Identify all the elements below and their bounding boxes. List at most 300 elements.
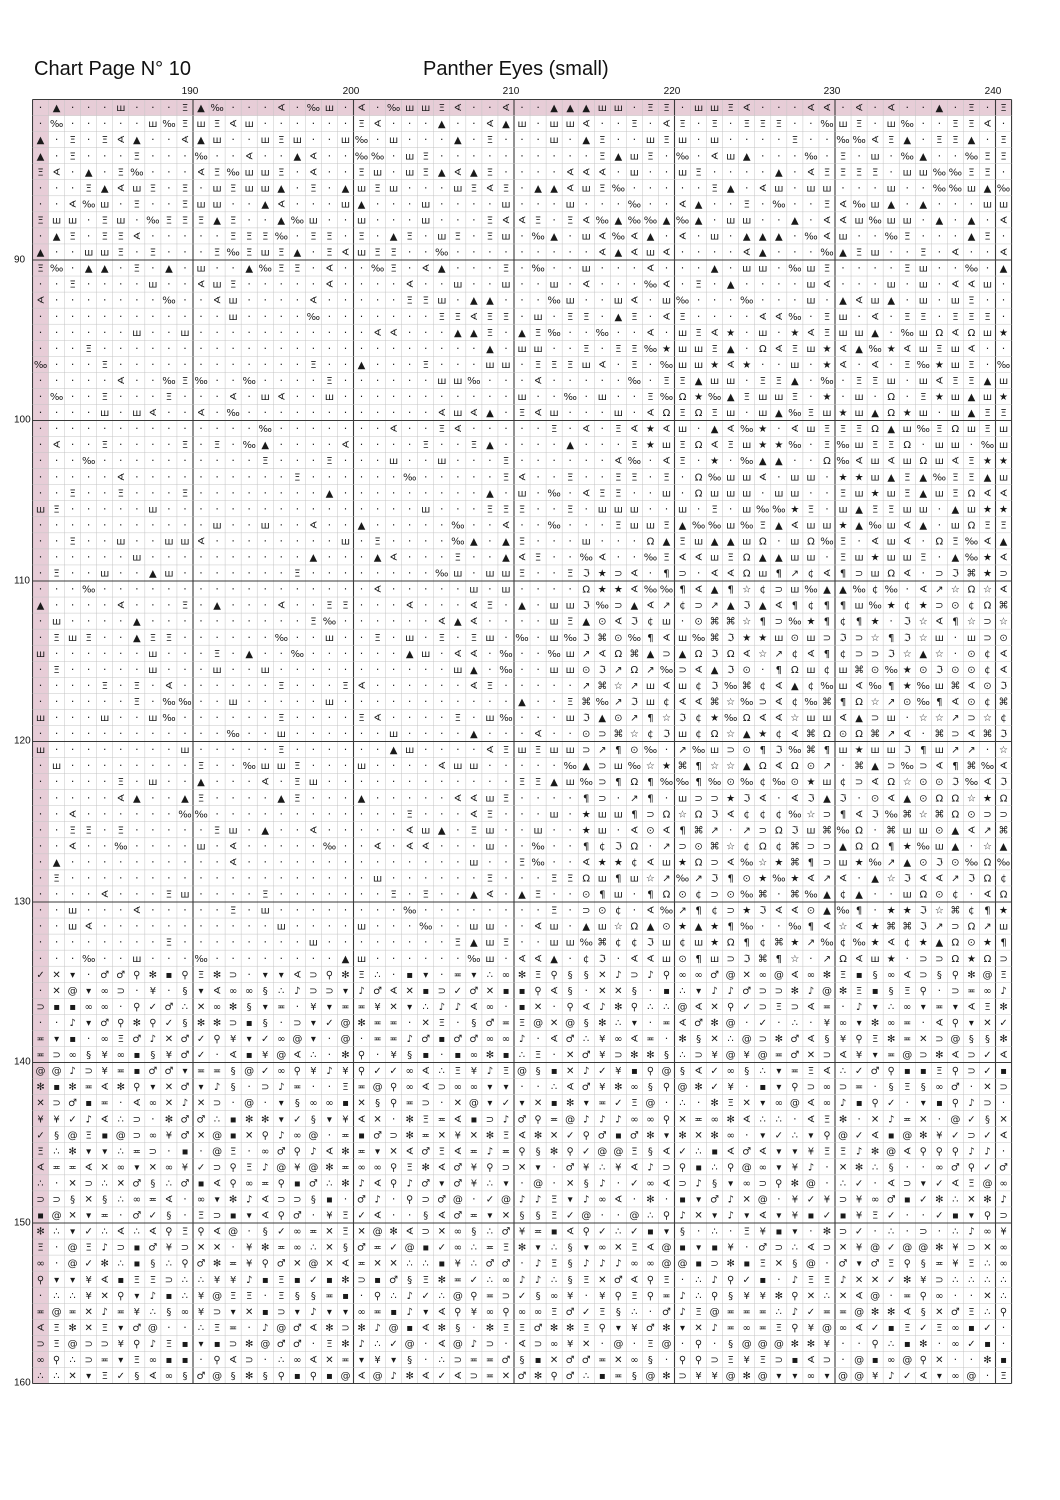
stitch-symbol: ▾ xyxy=(744,1210,750,1222)
stitch-symbol: ш xyxy=(613,889,623,901)
stitch-symbol: · xyxy=(841,261,845,275)
stitch-symbol: · xyxy=(38,277,43,291)
stitch-symbol: ★ xyxy=(694,392,704,404)
stitch-symbol: · xyxy=(504,325,508,339)
stitch-symbol: · xyxy=(536,694,540,708)
stitch-symbol: ∢ xyxy=(806,1242,816,1254)
stitch-symbol: ∢ xyxy=(822,279,832,291)
stitch-symbol: · xyxy=(584,293,588,307)
stitch-symbol: · xyxy=(472,117,476,131)
stitch-symbol: ‰ xyxy=(402,472,417,484)
stitch-symbol: · xyxy=(472,197,476,211)
stitch-symbol: ⊃ xyxy=(228,1338,238,1350)
stitch-symbol: ✻ xyxy=(790,1338,800,1350)
stitch-symbol: ✕ xyxy=(533,1001,543,1013)
stitch-symbol: · xyxy=(407,309,412,323)
stitch-symbol: · xyxy=(151,614,155,628)
stitch-symbol: ∞ xyxy=(100,985,109,997)
stitch-symbol: Ξ xyxy=(534,1050,542,1062)
stitch-symbol: · xyxy=(456,213,460,227)
stitch-symbol: ✓ xyxy=(886,1210,896,1222)
stitch-symbol: ▪ xyxy=(229,1130,237,1142)
stitch-symbol: § xyxy=(70,1194,76,1206)
stitch-symbol: ♂ xyxy=(533,1322,543,1334)
stitch-symbol: · xyxy=(937,1224,942,1238)
stitch-symbol: ♂ xyxy=(132,1178,142,1190)
stitch-symbol: ▾ xyxy=(326,1114,332,1126)
stitch-symbol: Ξ xyxy=(390,263,397,275)
stitch-symbol: · xyxy=(504,759,508,773)
stitch-symbol: · xyxy=(167,165,171,179)
stitch-symbol: ‰ xyxy=(306,311,321,323)
stitch-symbol: § xyxy=(407,1355,413,1367)
stitch-symbol: · xyxy=(456,887,460,901)
stitch-symbol: Ξ xyxy=(855,375,863,387)
stitch-symbol: ∢ xyxy=(983,119,992,131)
stitch-symbol: · xyxy=(472,213,476,227)
stitch-symbol: ▲ xyxy=(710,263,719,275)
stitch-symbol: ⊃ xyxy=(726,905,735,917)
stitch-symbol: ‰ xyxy=(146,215,160,227)
stitch-symbol: ¢ xyxy=(615,905,622,917)
stitch-symbol: Ξ xyxy=(454,311,461,323)
stitch-symbol: ★ xyxy=(581,809,591,821)
stitch-symbol: ∢ xyxy=(132,231,142,243)
stitch-symbol: Ξ xyxy=(470,183,478,195)
stitch-symbol: @ xyxy=(276,1050,287,1062)
stitch-symbol: § xyxy=(744,1066,750,1078)
stitch-symbol: ⊃ xyxy=(678,664,687,676)
stitch-symbol: Ξ xyxy=(599,488,606,500)
stitch-symbol: ▲ xyxy=(437,167,446,179)
stitch-symbol: ✻ xyxy=(357,1322,366,1334)
stitch-symbol: · xyxy=(215,630,219,644)
stitch-symbol: ▾ xyxy=(262,1001,268,1013)
stitch-symbol: ⚲ xyxy=(951,1146,960,1158)
stitch-symbol: · xyxy=(38,807,43,821)
stitch-symbol: · xyxy=(279,566,284,580)
stitch-symbol: ∢ xyxy=(373,327,382,339)
stitch-symbol: · xyxy=(151,309,155,323)
stitch-symbol: · xyxy=(167,662,171,676)
stitch-symbol: ⚲ xyxy=(325,969,334,981)
stitch-symbol: ⊃ xyxy=(806,1082,816,1094)
stitch-symbol: · xyxy=(86,598,91,612)
stitch-symbol: · xyxy=(937,149,942,163)
stitch-symbol: · xyxy=(151,598,155,612)
stitch-symbol: · xyxy=(311,919,316,933)
stitch-symbol: · xyxy=(423,614,428,628)
stitch-symbol: ✓ xyxy=(389,1242,398,1254)
stitch-symbol: ▲ xyxy=(871,408,879,420)
stitch-symbol: ▲ xyxy=(967,392,976,404)
stitch-symbol: · xyxy=(744,325,749,339)
stitch-symbol: @ xyxy=(212,1290,223,1302)
stitch-symbol: · xyxy=(151,1112,155,1126)
stitch-symbol: ℑ xyxy=(919,905,927,917)
stitch-symbol: ∢ xyxy=(854,921,864,933)
stitch-symbol: ✕ xyxy=(614,1242,623,1254)
stitch-symbol: ⊃ xyxy=(309,969,318,981)
stitch-symbol: · xyxy=(183,951,187,965)
stitch-symbol: · xyxy=(921,101,926,115)
stitch-symbol: ‰ xyxy=(964,151,979,163)
stitch-symbol: · xyxy=(1001,1096,1006,1110)
stitch-symbol: · xyxy=(375,470,380,484)
stitch-symbol: · xyxy=(343,341,348,355)
stitch-symbol: ♪ xyxy=(615,1258,622,1270)
stitch-symbol: Ω xyxy=(887,777,896,789)
stitch-symbol: ∢ xyxy=(870,1130,880,1142)
stitch-symbol: ш xyxy=(710,375,720,387)
stitch-symbol: · xyxy=(231,871,235,885)
stitch-symbol: ∢ xyxy=(726,359,735,371)
stitch-symbol: ⊃ xyxy=(838,1082,848,1094)
stitch-symbol: · xyxy=(407,550,412,564)
stitch-symbol: ✓ xyxy=(983,1162,992,1174)
stitch-symbol: · xyxy=(985,101,990,115)
stitch-symbol: · xyxy=(1001,229,1006,243)
stitch-symbol: ∞ xyxy=(293,1130,302,1142)
stitch-symbol: ¢ xyxy=(807,568,815,580)
stitch-symbol: · xyxy=(407,678,412,692)
stitch-symbol: · xyxy=(809,1224,813,1238)
stitch-symbol: @ xyxy=(468,1098,479,1110)
stitch-symbol: § xyxy=(519,1355,525,1367)
stitch-symbol: ∢ xyxy=(758,713,767,725)
stitch-symbol: ¥ xyxy=(807,1146,815,1158)
stitch-symbol: · xyxy=(568,373,572,387)
stitch-symbol: · xyxy=(761,293,765,307)
stitch-symbol: ♪ xyxy=(791,1274,799,1286)
stitch-symbol: ∢ xyxy=(565,1082,575,1094)
stitch-symbol: · xyxy=(263,470,267,484)
stitch-symbol: ✓ xyxy=(517,1290,527,1302)
stitch-symbol: ✕ xyxy=(373,1114,382,1126)
stitch-symbol: · xyxy=(921,1015,926,1029)
stitch-symbol: Ω xyxy=(983,600,992,612)
stitch-symbol: ✻ xyxy=(646,1194,655,1206)
stitch-symbol: ♪ xyxy=(727,1194,734,1206)
stitch-symbol: ¶ xyxy=(695,761,702,773)
stitch-symbol: ш xyxy=(68,905,78,917)
stitch-symbol: · xyxy=(761,101,765,115)
stitch-symbol: · xyxy=(247,951,251,965)
stitch-symbol: ∴ xyxy=(759,1066,766,1078)
stitch-symbol: · xyxy=(295,181,300,195)
stitch-symbol: · xyxy=(231,807,235,821)
stitch-symbol: · xyxy=(407,422,412,436)
stitch-symbol: ∞ xyxy=(935,1082,944,1094)
stitch-symbol: ∴ xyxy=(518,1050,526,1062)
stitch-symbol: ▪ xyxy=(518,1001,526,1013)
stitch-symbol: · xyxy=(263,325,267,339)
stitch-symbol: ¥ xyxy=(342,1066,349,1078)
stitch-symbol: ✻ xyxy=(437,1322,446,1334)
stitch-symbol: ☆ xyxy=(918,809,928,821)
stitch-symbol: · xyxy=(183,566,187,580)
stitch-symbol: ≖ xyxy=(36,1306,45,1318)
stitch-symbol: ✕ xyxy=(244,1306,254,1318)
stitch-symbol: ≖ xyxy=(341,1355,350,1367)
stitch-symbol: ш xyxy=(934,841,944,853)
stitch-symbol: ∢ xyxy=(886,103,896,115)
stitch-symbol: ⊃ xyxy=(678,1178,687,1190)
stitch-symbol: ∢ xyxy=(742,648,751,660)
stitch-symbol: ☆ xyxy=(726,761,736,773)
stitch-symbol: ¥ xyxy=(229,1274,237,1286)
stitch-symbol: · xyxy=(423,630,428,644)
stitch-symbol: · xyxy=(311,791,316,805)
stitch-symbol: Ξ xyxy=(310,183,317,195)
stitch-symbol: @ xyxy=(629,1210,640,1222)
stitch-symbol: · xyxy=(199,438,203,452)
stitch-symbol: ▪ xyxy=(759,1082,767,1094)
stitch-symbol: · xyxy=(407,518,412,532)
stitch-symbol: § xyxy=(519,1210,525,1222)
stitch-symbol: ↗ xyxy=(710,600,719,612)
stitch-symbol: ш xyxy=(405,151,415,163)
stitch-symbol: · xyxy=(247,1144,251,1158)
stitch-symbol: · xyxy=(873,229,877,243)
stitch-symbol: · xyxy=(728,245,733,259)
stitch-symbol: Ξ xyxy=(85,183,92,195)
stitch-symbol: ♂ xyxy=(999,1162,1009,1174)
stitch-symbol: ☆ xyxy=(726,696,736,708)
stitch-symbol: ∞ xyxy=(469,1050,479,1062)
stitch-symbol: · xyxy=(809,454,813,468)
stitch-symbol: § xyxy=(166,1210,172,1222)
stitch-symbol: · xyxy=(167,406,171,420)
stitch-symbol: · xyxy=(664,261,669,275)
stitch-symbol: · xyxy=(279,502,284,516)
stitch-symbol: ⚲ xyxy=(277,1178,285,1190)
stitch-symbol: ▲ xyxy=(470,729,478,741)
stitch-symbol: · xyxy=(311,646,316,660)
stitch-symbol: ✓ xyxy=(854,1130,864,1142)
stitch-symbol: Ω xyxy=(871,424,879,436)
stitch-symbol: · xyxy=(343,550,348,564)
stitch-symbol: ∢ xyxy=(212,1226,222,1238)
stitch-symbol: · xyxy=(456,871,460,885)
stitch-symbol: · xyxy=(215,903,219,917)
stitch-symbol: ш xyxy=(453,761,463,773)
stitch-symbol: ¥ xyxy=(599,1290,606,1302)
stitch-symbol: § xyxy=(984,1034,990,1046)
stitch-symbol: ¶ xyxy=(823,600,831,612)
stitch-symbol: ∢ xyxy=(726,568,735,580)
stitch-symbol: · xyxy=(38,373,43,387)
stitch-symbol: · xyxy=(247,341,251,355)
stitch-symbol: · xyxy=(167,807,171,821)
stitch-symbol: ∴ xyxy=(53,1290,60,1302)
stitch-symbol: ш xyxy=(180,889,190,901)
stitch-symbol: Ξ xyxy=(631,472,638,484)
stitch-symbol: ∢ xyxy=(421,1371,430,1383)
stitch-symbol: ∢ xyxy=(662,1146,671,1158)
stitch-symbol: · xyxy=(311,534,316,548)
stitch-symbol: · xyxy=(520,935,524,949)
stitch-symbol: ш xyxy=(998,472,1009,484)
stitch-symbol: Ξ xyxy=(534,969,542,981)
stitch-symbol: · xyxy=(391,935,396,949)
stitch-symbol: ✕ xyxy=(774,1258,784,1270)
stitch-symbol: · xyxy=(407,935,412,949)
stitch-symbol: ∢ xyxy=(501,215,511,227)
stitch-symbol: ♂ xyxy=(565,1371,575,1383)
stitch-symbol: ▾ xyxy=(182,1066,188,1078)
stitch-symbol: · xyxy=(391,406,396,420)
stitch-symbol: · xyxy=(215,309,219,323)
stitch-symbol: · xyxy=(488,582,492,596)
stitch-symbol: ‰ xyxy=(81,953,96,965)
stitch-symbol: · xyxy=(119,197,123,211)
stitch-symbol: ↗ xyxy=(630,680,639,692)
stitch-symbol: ☆ xyxy=(710,761,720,773)
stitch-symbol: ⚲ xyxy=(357,1050,366,1062)
stitch-symbol: · xyxy=(391,711,396,725)
stitch-symbol: · xyxy=(167,149,171,163)
stitch-symbol: · xyxy=(456,727,460,741)
stitch-symbol: · xyxy=(247,406,251,420)
stitch-symbol: ✻ xyxy=(405,1114,414,1126)
stitch-symbol: ⊃ xyxy=(822,809,832,821)
stitch-symbol: · xyxy=(343,582,348,596)
stitch-symbol: · xyxy=(552,887,556,901)
stitch-symbol: · xyxy=(135,759,139,773)
stitch-symbol: · xyxy=(375,277,380,291)
stitch-symbol: ≖ xyxy=(36,1050,45,1062)
stitch-symbol: ♪ xyxy=(727,985,734,997)
stitch-symbol: ▾ xyxy=(262,969,268,981)
stitch-symbol: ▲ xyxy=(951,841,960,853)
stitch-symbol: · xyxy=(841,101,845,115)
stitch-symbol: · xyxy=(472,871,476,885)
stitch-symbol: ▲ xyxy=(518,327,526,339)
stitch-symbol: ♂ xyxy=(100,1017,110,1029)
stitch-symbol: ✻ xyxy=(886,1034,896,1046)
stitch-symbol: Ξ xyxy=(454,713,461,725)
stitch-symbol: Ξ xyxy=(855,247,863,259)
stitch-symbol: Ω xyxy=(742,568,751,580)
stitch-symbol: · xyxy=(327,887,332,901)
stitch-symbol: ♪ xyxy=(69,1066,76,1078)
stitch-symbol: ♂ xyxy=(116,969,126,981)
stitch-symbol: ★ xyxy=(710,937,720,949)
stitch-symbol: Ξ xyxy=(727,440,734,452)
stitch-symbol: ▲ xyxy=(774,231,783,243)
stitch-symbol: Ξ xyxy=(181,183,189,195)
stitch-symbol: ∴ xyxy=(117,1258,124,1270)
stitch-symbol: ✻ xyxy=(148,969,158,981)
stitch-symbol: ∢ xyxy=(325,263,334,275)
stitch-symbol: ✻ xyxy=(678,1130,687,1142)
stitch-symbol: ∢ xyxy=(453,1146,463,1158)
stitch-symbol: ⊃ xyxy=(614,1050,623,1062)
stitch-symbol: ⊃ xyxy=(212,1306,222,1318)
stitch-symbol: ♂ xyxy=(597,1130,607,1142)
stitch-symbol: · xyxy=(102,951,107,965)
stitch-symbol: ∢ xyxy=(244,151,254,163)
stitch-symbol: ∢ xyxy=(854,1290,864,1302)
stitch-symbol: · xyxy=(151,165,155,179)
stitch-symbol: ¥ xyxy=(743,1050,750,1062)
stitch-symbol: ✻ xyxy=(774,1034,784,1046)
stitch-symbol: Ξ xyxy=(615,424,622,436)
stitch-symbol: ⚲ xyxy=(534,1114,542,1126)
stitch-symbol: · xyxy=(343,935,348,949)
stitch-symbol: ш xyxy=(180,745,190,757)
stitch-symbol: · xyxy=(937,277,942,291)
stitch-symbol: Ξ xyxy=(775,1001,782,1013)
stitch-symbol: · xyxy=(199,486,203,500)
stitch-symbol: ∴ xyxy=(181,1290,189,1302)
stitch-symbol: ⚲ xyxy=(775,1178,783,1190)
stitch-symbol: Ξ xyxy=(278,247,285,259)
stitch-symbol: ★ xyxy=(790,873,800,885)
stitch-symbol: ‰ xyxy=(804,151,818,163)
stitch-symbol: ∢ xyxy=(822,231,832,243)
stitch-symbol: ∢ xyxy=(806,873,816,885)
stitch-symbol: ▲ xyxy=(662,215,671,227)
stitch-symbol: · xyxy=(969,1288,974,1302)
stitch-symbol: ∢ xyxy=(453,1371,463,1383)
stitch-symbol: · xyxy=(456,117,460,131)
stitch-symbol: ✻ xyxy=(710,1130,719,1142)
stitch-symbol: ✓ xyxy=(806,1306,816,1318)
stitch-symbol: @ xyxy=(67,1258,78,1270)
stitch-symbol: · xyxy=(552,197,556,211)
stitch-symbol: · xyxy=(215,694,219,708)
stitch-symbol: · xyxy=(953,1288,958,1302)
stitch-symbol: ✻ xyxy=(935,1194,944,1206)
stitch-symbol: · xyxy=(327,791,332,805)
stitch-symbol: ★ xyxy=(790,504,800,516)
stitch-symbol: @ xyxy=(950,1114,961,1126)
stitch-symbol: · xyxy=(536,566,540,580)
stitch-symbol: Ξ xyxy=(695,327,702,339)
stitch-symbol: · xyxy=(311,1080,316,1094)
stitch-symbol: ¶ xyxy=(855,616,863,628)
stitch-symbol: · xyxy=(440,678,444,692)
stitch-symbol: ∢ xyxy=(678,231,687,243)
stitch-symbol: · xyxy=(327,1080,332,1094)
stitch-symbol: ¶ xyxy=(727,921,734,933)
stitch-symbol: ♪ xyxy=(647,969,654,981)
stitch-symbol: ∢ xyxy=(565,167,575,179)
stitch-symbol: Ξ xyxy=(278,745,285,757)
stitch-symbol: ∢ xyxy=(228,841,238,853)
stitch-symbol: ∴ xyxy=(679,1050,686,1062)
stitch-symbol: ∴ xyxy=(117,1146,124,1158)
stitch-symbol: · xyxy=(632,181,637,195)
stitch-symbol: ☆ xyxy=(613,921,623,933)
stitch-symbol: ✻ xyxy=(983,1355,992,1367)
stitch-symbol: ‰ xyxy=(515,632,529,644)
stitch-symbol: · xyxy=(135,983,139,997)
stitch-symbol: ★ xyxy=(886,953,896,965)
stitch-symbol: @ xyxy=(725,1017,736,1029)
stitch-symbol: ⚲ xyxy=(935,1146,943,1158)
stitch-symbol: · xyxy=(536,871,540,885)
stitch-symbol: ⊃ xyxy=(421,1226,430,1238)
stitch-symbol: ✓ xyxy=(919,1194,928,1206)
stitch-symbol: ‰ xyxy=(740,295,754,307)
stitch-symbol: ≖ xyxy=(212,1066,222,1078)
stitch-symbol: ‰ xyxy=(740,921,754,933)
stitch-symbol: · xyxy=(472,743,476,757)
stitch-symbol: ∢ xyxy=(886,1178,896,1190)
